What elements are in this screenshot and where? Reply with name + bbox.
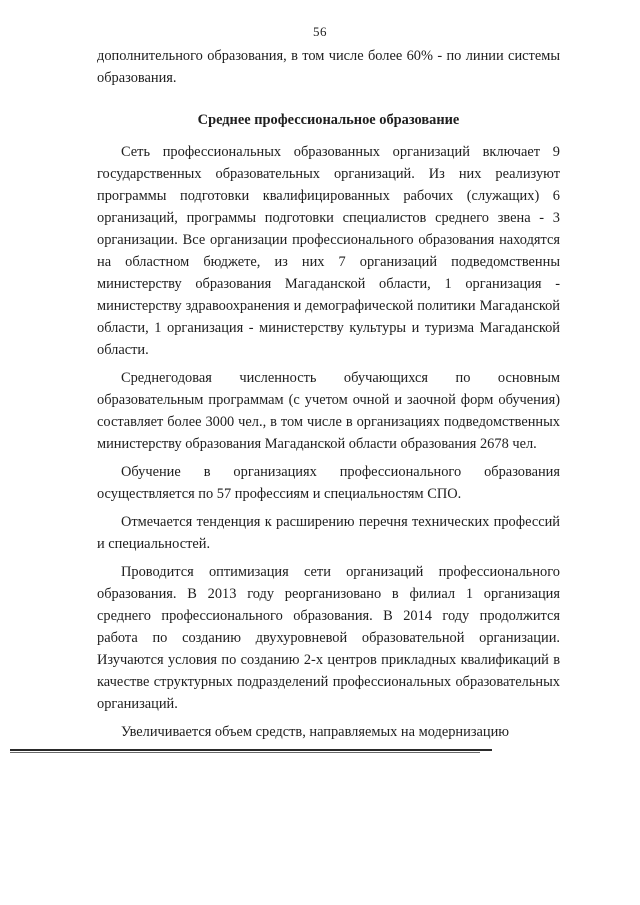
page-number: 56: [313, 24, 327, 39]
paragraph-network: Сеть профессиональных образованных организаций включает 9 государственных образовательных организаций. Из них реализуют программы подготовки квалифицированных рабочих (служащих) 6 организаций, программы подготовки специалистов среднего звена - 3 организации. Все организации профессионального образования находятся на областном бюджете, из них 7 организаций подведомственны министерству образования Магаданской области, 1 организация - министерству здравоохранения и демографической политики Магаданской области, 1 организация - министерству культуры и туризма Магаданской области.: [97, 144, 560, 358]
paragraph-funding: Увеличивается объем средств, направляемых на модернизацию: [121, 724, 510, 740]
bottom-rule: [10, 749, 492, 751]
section-heading: Среднее профессиональное образование: [197, 112, 460, 128]
paragraph-enrollment: Среднегодовая численность обучающихся по основным образовательным программам (с учетом очной и заочной форм обучения) составляет более 3000 чел., в том числе в организациях подведомственных министерству образования Магаданской области образования 2678 чел.: [97, 370, 560, 452]
page-body: [97, 45, 560, 749]
paragraph-trend: Отмечается тенденция к расширению перечня технических профессий и специальностей.: [97, 514, 560, 552]
paragraph-optimization: Проводится оптимизация сети организаций профессионального образования. В 2013 году реорганизовано в филиал 1 организация среднего профессионального образования. В 2014 году продолжится работа по созданию двухуровневой образовательной организации. Изучаются условия по созданию 2-х центров прикладных квалификаций в качестве структурных подразделений профессиональных образовательных организаций.: [97, 564, 560, 712]
paragraph-training: Обучение в организациях профессионального образования осуществляется по 57 профессиям и специальностям СПО.: [97, 464, 560, 502]
paragraph-continuation: дополнительного образования, в том числе более 60% - по линии системы образования.: [97, 48, 560, 86]
